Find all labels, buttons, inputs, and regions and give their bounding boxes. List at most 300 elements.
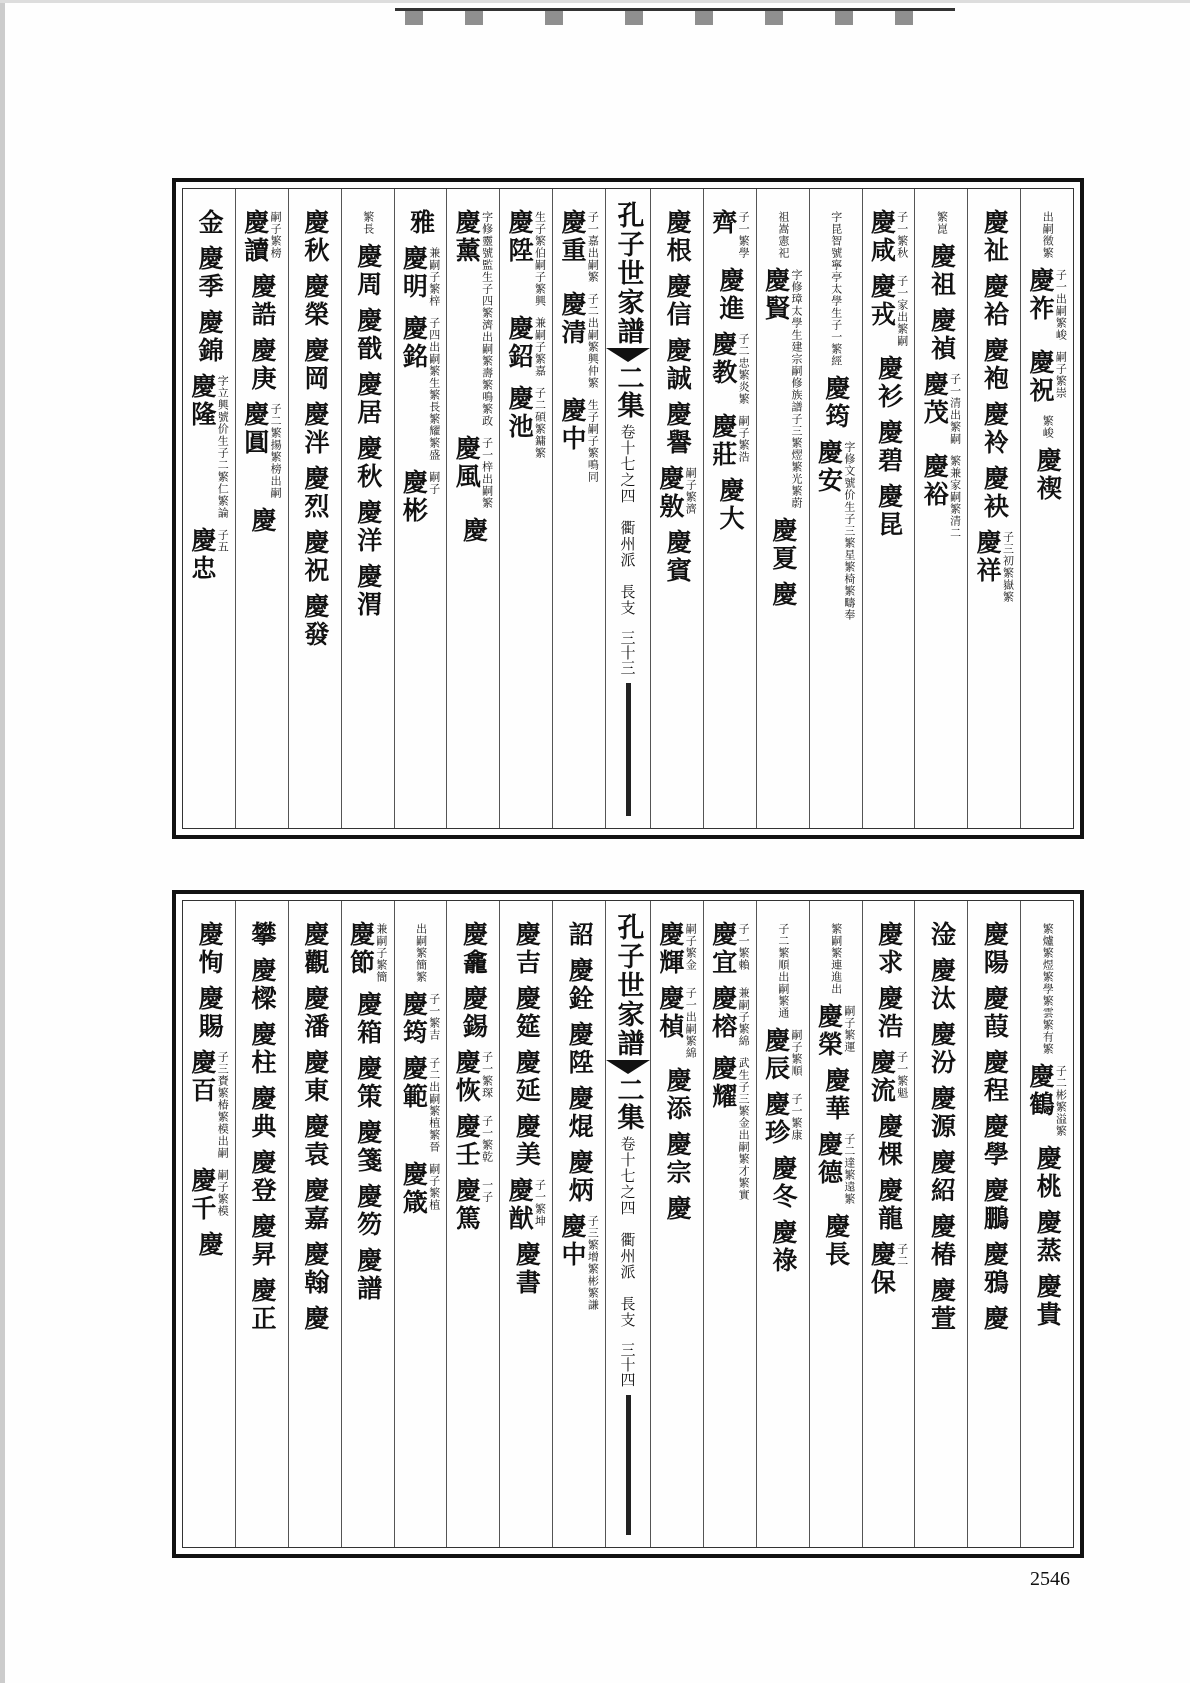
person-note: 嗣子繁崇 bbox=[1054, 351, 1068, 399]
genealogy-entry bbox=[195, 921, 225, 977]
person-name: 慶袍 bbox=[980, 337, 1010, 393]
person-note: 嗣子繁順 bbox=[789, 1029, 803, 1077]
person-name: 慶泮 bbox=[300, 401, 330, 457]
person-name: 慶禎 bbox=[927, 307, 957, 363]
person-name: 慶學 bbox=[980, 1113, 1010, 1169]
genealogy-entry bbox=[974, 529, 1015, 603]
person-note: 子一繁琛 bbox=[480, 1051, 494, 1099]
person-note: 繁崑 bbox=[935, 211, 949, 235]
book-title: 孔子世家譜 bbox=[612, 201, 644, 346]
fishtail-mark bbox=[606, 348, 650, 362]
genealogy-entry bbox=[710, 413, 751, 469]
genealogy-entry bbox=[302, 337, 328, 393]
person-note: 子二繁揚繁榜出嗣 bbox=[269, 403, 283, 499]
person-name: 慶紹 bbox=[927, 1149, 957, 1205]
person-name: 慶壬 bbox=[452, 1113, 482, 1169]
center-spine bbox=[606, 901, 651, 1547]
person-note: 子三初繁嶽繁 bbox=[1001, 531, 1015, 603]
person-name: 慶誠 bbox=[663, 337, 693, 393]
person-name: 慶袷 bbox=[980, 273, 1010, 329]
genealogy-entry bbox=[559, 209, 600, 283]
genealogy-entry bbox=[815, 439, 856, 621]
genealogy-entry bbox=[302, 1049, 328, 1105]
person-note: 嗣子繁浩 bbox=[737, 415, 751, 463]
person-name: 慶猷 bbox=[505, 1177, 535, 1233]
genealogy-entry bbox=[776, 209, 790, 259]
person-name: 慶貴 bbox=[1033, 1273, 1063, 1329]
genealogy-entry bbox=[710, 331, 751, 405]
genealogy-entry bbox=[195, 245, 225, 301]
genealogy-entry bbox=[980, 1177, 1010, 1233]
person-name: 慶明 bbox=[399, 245, 429, 301]
genealogy-entry bbox=[400, 991, 441, 1047]
person-name: 慶 bbox=[247, 507, 277, 535]
genealogy-column bbox=[968, 189, 1021, 828]
person-name: 慶恢 bbox=[452, 1049, 482, 1105]
genealogy-entry bbox=[828, 921, 842, 995]
genealogy-entry bbox=[828, 209, 842, 367]
person-name: 慶風 bbox=[452, 435, 482, 491]
person-name: 慶忠 bbox=[187, 527, 217, 583]
person-note: 子二出嗣繁興仲繁 bbox=[586, 293, 600, 389]
genealogy-column bbox=[395, 901, 448, 1547]
person-name: 慶賜 bbox=[195, 985, 225, 1041]
genealogy-entry bbox=[453, 209, 494, 427]
person-note: 繁長 bbox=[361, 211, 375, 235]
person-name: 慶浩 bbox=[874, 985, 904, 1041]
genealogy-block-upper bbox=[172, 178, 1084, 839]
person-note: 子五 bbox=[216, 529, 230, 553]
genealogy-entry bbox=[770, 517, 796, 573]
genealogy-entry bbox=[927, 1085, 957, 1141]
person-name: 詔 bbox=[565, 921, 595, 949]
person-name: 慶信 bbox=[663, 273, 693, 329]
person-name: 慶庚 bbox=[247, 337, 277, 393]
person-name: 慶程 bbox=[980, 1049, 1010, 1105]
person-name: 慶戎 bbox=[867, 273, 897, 329]
genealogy-entry bbox=[762, 267, 803, 509]
genealogy-entry bbox=[302, 593, 328, 649]
person-note: 子一繁吉 bbox=[427, 993, 441, 1041]
genealogy-entry bbox=[453, 435, 494, 509]
genealogy-entry bbox=[1033, 447, 1063, 503]
genealogy-entry bbox=[353, 563, 383, 619]
genealogy-entry bbox=[242, 401, 283, 499]
scan-top-edge bbox=[0, 0, 1190, 3]
book-title: 孔子世家譜 bbox=[612, 913, 644, 1058]
genealogy-entry bbox=[353, 307, 383, 363]
genealogy-entry bbox=[657, 921, 698, 977]
genealogy-entry bbox=[302, 1177, 328, 1233]
person-name: 慶祉 bbox=[980, 209, 1010, 265]
genealogy-entry bbox=[980, 921, 1010, 977]
genealogy-column bbox=[704, 901, 757, 1547]
genealogy-entry bbox=[1040, 921, 1054, 1055]
center-spine bbox=[606, 189, 651, 828]
person-name: 慶長 bbox=[821, 1213, 851, 1269]
person-name: 慶桃 bbox=[1033, 1145, 1063, 1201]
person-name: 慶輝 bbox=[655, 921, 685, 977]
person-note: 子三賚繁椿繁模出嗣 bbox=[216, 1051, 230, 1159]
genealogy-entry bbox=[663, 1195, 693, 1223]
person-name: 慶祝 bbox=[300, 529, 330, 585]
person-name: 慶清 bbox=[558, 291, 588, 347]
person-note: 子一繁康 bbox=[789, 1093, 803, 1141]
person-name: 慶昇 bbox=[247, 1213, 277, 1269]
genealogy-entry bbox=[1027, 349, 1068, 405]
genealogy-entry bbox=[189, 1167, 230, 1223]
genealogy-entry bbox=[770, 1155, 796, 1211]
person-name: 慶鴉 bbox=[980, 1241, 1010, 1297]
person-note: 嗣子 bbox=[427, 471, 441, 495]
person-name: 慶嘉 bbox=[300, 1177, 330, 1233]
genealogy-column bbox=[863, 901, 916, 1547]
genealogy-entry bbox=[400, 1161, 441, 1217]
person-name: 慶觀 bbox=[300, 921, 330, 977]
person-note: 出嗣徵繁 bbox=[1041, 211, 1055, 259]
person-note: 嗣子繁模 bbox=[216, 1169, 230, 1217]
person-note: 子一繁秋 bbox=[895, 211, 909, 259]
genealogy-entry bbox=[927, 243, 957, 299]
person-note: 繁嗣繁連進出 bbox=[829, 923, 843, 995]
person-note: 子二忠繁炎繁 bbox=[737, 333, 751, 405]
genealogy-entry bbox=[353, 371, 383, 427]
person-name: 慶筠 bbox=[399, 991, 429, 1047]
person-note: 兼嗣子繁梓 bbox=[427, 247, 441, 307]
person-name: 慶進 bbox=[715, 267, 745, 323]
genealogy-entry bbox=[717, 267, 743, 323]
genealogy-entry bbox=[302, 1241, 328, 1297]
person-name: 慶教 bbox=[708, 331, 738, 387]
person-name: 慶 bbox=[459, 517, 489, 545]
genealogy-entry bbox=[874, 1177, 904, 1233]
person-name: 慶銓 bbox=[565, 957, 595, 1013]
genealogy-column bbox=[1021, 189, 1073, 828]
genealogy-entry bbox=[927, 957, 957, 1013]
person-name: 慶薰 bbox=[452, 209, 482, 265]
person-name: 慶箱 bbox=[353, 991, 383, 1047]
scan-left-edge bbox=[0, 0, 5, 1683]
genealogy-entry bbox=[195, 1231, 225, 1259]
person-note: 子一繁魁 bbox=[895, 1051, 909, 1099]
person-name: 慶賢 bbox=[761, 267, 791, 323]
person-name: 慶珍 bbox=[761, 1091, 791, 1147]
genealogy-entry bbox=[927, 1213, 957, 1269]
genealogy-column bbox=[1021, 901, 1073, 1547]
person-name: 慶翰 bbox=[300, 1241, 330, 1297]
person-note: 子二達繁遠繁 bbox=[842, 1133, 856, 1205]
genealogy-entry bbox=[717, 477, 743, 533]
genealogy-entry bbox=[249, 1021, 275, 1077]
person-name: 慶汰 bbox=[927, 957, 957, 1013]
person-name: 慶圓 bbox=[240, 401, 270, 457]
genealogy-columns bbox=[183, 901, 1073, 1547]
genealogy-entry bbox=[353, 1247, 383, 1303]
genealogy-column bbox=[915, 901, 968, 1547]
person-name: 慶 bbox=[663, 1195, 693, 1223]
person-name: 慶榮 bbox=[814, 1003, 844, 1059]
genealogy-entry bbox=[249, 957, 275, 1013]
genealogy-entry bbox=[302, 1113, 328, 1169]
genealogy-entry bbox=[815, 1003, 856, 1059]
genealogy-entry bbox=[663, 273, 693, 329]
genealogy-entry bbox=[980, 1241, 1010, 1297]
person-note: 字修靈號監生子四繁濟出嗣繁壽繁鳴繁政 bbox=[480, 211, 494, 427]
genealogy-column bbox=[342, 189, 395, 828]
person-note: 字修文號价生子三繁星繁椅繁疇奉 bbox=[842, 441, 856, 621]
genealogy-entry bbox=[980, 1305, 1010, 1333]
person-name: 慶潘 bbox=[300, 985, 330, 1041]
genealogy-column bbox=[447, 189, 500, 828]
person-name: 慶安 bbox=[814, 439, 844, 495]
chapter-label: 卷十七之四 衢州派 長支 bbox=[618, 424, 637, 616]
person-name: 慶龕 bbox=[459, 921, 489, 977]
person-name: 慶冬 bbox=[768, 1155, 798, 1211]
genealogy-column bbox=[500, 189, 553, 828]
person-name: 慶笏 bbox=[353, 1183, 383, 1239]
person-name: 慶彬 bbox=[399, 469, 429, 525]
genealogy-entry bbox=[559, 291, 600, 389]
person-name: 慶求 bbox=[874, 921, 904, 977]
genealogy-column bbox=[395, 189, 448, 828]
genealogy-entry bbox=[459, 517, 489, 545]
person-name: 慶戩 bbox=[353, 307, 383, 363]
person-name: 慶筠 bbox=[821, 375, 851, 431]
genealogy-entry bbox=[874, 483, 904, 539]
genealogy-entry bbox=[1040, 209, 1054, 259]
genealogy-entry bbox=[927, 921, 957, 949]
person-name: 雅 bbox=[406, 209, 436, 237]
person-name: 慶秋 bbox=[353, 435, 383, 491]
person-name: 慶碧 bbox=[874, 419, 904, 475]
genealogy-entry bbox=[506, 209, 547, 307]
genealogy-entry bbox=[249, 273, 275, 329]
person-name: 慶陽 bbox=[980, 921, 1010, 977]
person-name: 慶茂 bbox=[920, 371, 950, 427]
genealogy-entry bbox=[927, 1277, 957, 1333]
genealogy-entry bbox=[657, 985, 698, 1059]
person-note: 嗣子繁運 bbox=[842, 1005, 856, 1053]
person-name: 慶龍 bbox=[874, 1177, 904, 1233]
person-note: 嗣子繁金 bbox=[684, 923, 698, 971]
person-name: 慶添 bbox=[663, 1067, 693, 1123]
person-note: 生子嗣子繁鳴同 bbox=[586, 399, 600, 483]
person-name: 慶宗 bbox=[663, 1131, 693, 1187]
person-name: 慶流 bbox=[867, 1049, 897, 1105]
genealogy-entry bbox=[249, 337, 275, 393]
genealogy-entry bbox=[874, 921, 904, 977]
person-name: 慶夏 bbox=[768, 517, 798, 573]
person-note: 嗣子繁濟 bbox=[684, 467, 698, 515]
person-name: 慶宜 bbox=[708, 921, 738, 977]
genealogy-entry bbox=[506, 315, 547, 377]
person-name: 慶衫 bbox=[874, 355, 904, 411]
person-name: 慶周 bbox=[353, 243, 383, 299]
genealogy-entry bbox=[189, 373, 230, 519]
genealogy-entry bbox=[710, 209, 751, 259]
person-name: 慶大 bbox=[715, 477, 745, 533]
person-name: 慶渭 bbox=[353, 563, 383, 619]
genealogy-entry bbox=[776, 921, 790, 1019]
person-name: 慶耀 bbox=[708, 1055, 738, 1111]
person-name: 慶蒸 bbox=[1033, 1209, 1063, 1265]
genealogy-entry bbox=[189, 527, 230, 583]
genealogy-entry bbox=[921, 453, 962, 539]
person-name: 慶筵 bbox=[512, 985, 542, 1041]
person-name: 慶池 bbox=[505, 385, 535, 441]
genealogy-column bbox=[968, 901, 1021, 1547]
person-name: 慶榕 bbox=[708, 985, 738, 1041]
person-name: 慶箴 bbox=[399, 1161, 429, 1217]
person-name: 慶隆 bbox=[187, 373, 217, 429]
genealogy-column bbox=[863, 189, 916, 828]
genealogy-entry bbox=[663, 337, 693, 393]
genealogy-entry bbox=[868, 209, 909, 265]
genealogy-entry bbox=[353, 435, 383, 491]
genealogy-entry bbox=[413, 921, 427, 983]
genealogy-entry bbox=[302, 1305, 328, 1333]
genealogy-entry bbox=[980, 209, 1010, 265]
person-name: 慶譽 bbox=[663, 401, 693, 457]
person-name: 慶裕 bbox=[920, 453, 950, 509]
genealogy-entry bbox=[353, 243, 383, 299]
person-name: 慶源 bbox=[927, 1085, 957, 1141]
person-name: 慶祝 bbox=[1026, 349, 1056, 405]
person-name: 慶保 bbox=[867, 1241, 897, 1297]
genealogy-entry bbox=[874, 1113, 904, 1169]
cropped-header-remnant bbox=[395, 8, 955, 29]
genealogy-block-lower bbox=[172, 890, 1084, 1558]
genealogy-entry bbox=[657, 465, 698, 521]
person-name: 慶 bbox=[768, 581, 798, 609]
person-name: 慶錦 bbox=[195, 309, 225, 365]
genealogy-entry bbox=[302, 209, 328, 265]
genealogy-entry bbox=[927, 1021, 957, 1077]
person-name: 慶篤 bbox=[452, 1177, 482, 1233]
person-name: 慶敫 bbox=[655, 465, 685, 521]
genealogy-entry bbox=[302, 465, 328, 521]
genealogy-entry bbox=[821, 375, 851, 431]
genealogy-column bbox=[183, 189, 236, 828]
person-note: 出嗣繁簡繁 bbox=[414, 923, 428, 983]
person-name: 慶誥 bbox=[247, 273, 277, 329]
person-name: 慶葭 bbox=[980, 985, 1010, 1041]
person-note: 一子 bbox=[480, 1179, 494, 1203]
person-name: 慶譜 bbox=[353, 1247, 383, 1303]
person-name: 慶吉 bbox=[512, 921, 542, 977]
person-name: 慶 bbox=[300, 1305, 330, 1333]
leaf-number: 三十三 bbox=[618, 630, 637, 675]
block-inner-frame bbox=[182, 188, 1074, 829]
person-name: 慶千 bbox=[187, 1167, 217, 1223]
person-name: 慶百 bbox=[187, 1049, 217, 1105]
person-name: 慶祖 bbox=[927, 243, 957, 299]
person-name: 慶 bbox=[195, 1231, 225, 1259]
person-note: 子一繁學 bbox=[737, 211, 751, 259]
genealogy-entry bbox=[453, 1113, 494, 1169]
person-name: 慶書 bbox=[512, 1241, 542, 1297]
person-name: 淦 bbox=[927, 921, 957, 949]
genealogy-entry bbox=[815, 1131, 856, 1205]
person-note: 子一繁坤 bbox=[533, 1179, 547, 1227]
genealogy-columns bbox=[183, 189, 1073, 828]
person-name: 慶延 bbox=[512, 1049, 542, 1105]
person-note: 子一繁賴 bbox=[737, 923, 751, 971]
person-name: 慶昆 bbox=[874, 483, 904, 539]
person-note: 兼嗣子繁綿 bbox=[737, 987, 751, 1047]
genealogy-entry bbox=[353, 499, 383, 555]
person-name: 慶德 bbox=[814, 1131, 844, 1187]
genealogy-entry bbox=[980, 1113, 1010, 1169]
person-name: 慶祿 bbox=[768, 1219, 798, 1275]
genealogy-entry bbox=[512, 921, 542, 977]
genealogy-entry bbox=[980, 985, 1010, 1041]
person-note: 子四出嗣繁生繁長繁耀繁盛 bbox=[427, 317, 441, 461]
genealogy-column bbox=[651, 901, 704, 1547]
genealogy-entry bbox=[921, 371, 962, 445]
person-name: 攀 bbox=[247, 921, 277, 949]
person-name: 慶策 bbox=[353, 1055, 383, 1111]
person-name: 慶柱 bbox=[247, 1021, 277, 1077]
person-name: 慶汾 bbox=[927, 1021, 957, 1077]
genealogy-column bbox=[289, 189, 342, 828]
genealogy-entry bbox=[663, 1131, 693, 1187]
person-note: 子二繁順出嗣繁通 bbox=[776, 923, 790, 1019]
genealogy-entry bbox=[565, 921, 595, 949]
genealogy-entry bbox=[762, 1027, 803, 1083]
person-name: 慶根 bbox=[663, 209, 693, 265]
person-name: 慶樑 bbox=[247, 957, 277, 1013]
person-note: 繁峻 bbox=[1041, 415, 1055, 439]
person-note: 兼嗣子繁簡 bbox=[374, 923, 388, 983]
person-name: 慶袁 bbox=[300, 1113, 330, 1169]
genealogy-column bbox=[810, 901, 863, 1547]
genealogy-entry bbox=[302, 401, 328, 457]
page-number: 2546 bbox=[1030, 1568, 1070, 1590]
genealogy-column bbox=[810, 189, 863, 828]
person-note: 子二碩繁鏞繁 bbox=[533, 387, 547, 459]
person-note: 兼嗣子繁嘉 bbox=[533, 317, 547, 377]
genealogy-column bbox=[915, 189, 968, 828]
genealogy-column bbox=[704, 189, 757, 828]
person-name: 慶祚 bbox=[1026, 267, 1056, 323]
volume-label: 二集 bbox=[612, 1076, 644, 1130]
person-note: 武生子三繁金出嗣繁才繁實 bbox=[737, 1057, 751, 1201]
genealogy-entry bbox=[874, 419, 904, 475]
genealogy-entry bbox=[353, 1055, 383, 1111]
genealogy-entry bbox=[868, 1049, 909, 1105]
genealogy-entry bbox=[242, 209, 283, 265]
genealogy-entry bbox=[453, 1177, 494, 1233]
genealogy-entry bbox=[249, 1085, 275, 1141]
chapter-label: 卷十七之四 衢州派 長支 bbox=[618, 1136, 637, 1328]
genealogy-column bbox=[447, 901, 500, 1547]
person-note: 子一家出繁嗣 bbox=[895, 275, 909, 347]
genealogy-column bbox=[500, 901, 553, 1547]
person-note: 繁爐繁煜繁學繁雲繁有繁 bbox=[1041, 923, 1055, 1055]
spine-bar bbox=[626, 683, 631, 816]
genealogy-entry bbox=[400, 315, 441, 461]
genealogy-entry bbox=[512, 1241, 542, 1297]
person-name: 慶袊 bbox=[980, 401, 1010, 457]
genealogy-entry bbox=[512, 1113, 542, 1169]
genealogy-entry bbox=[302, 273, 328, 329]
genealogy-entry bbox=[710, 921, 751, 977]
person-note: 子一出嗣繁峻 bbox=[1054, 269, 1068, 341]
person-note: 子一嘉出嗣繁 bbox=[586, 211, 600, 283]
genealogy-entry bbox=[353, 1119, 383, 1175]
genealogy-entry bbox=[710, 1055, 751, 1201]
